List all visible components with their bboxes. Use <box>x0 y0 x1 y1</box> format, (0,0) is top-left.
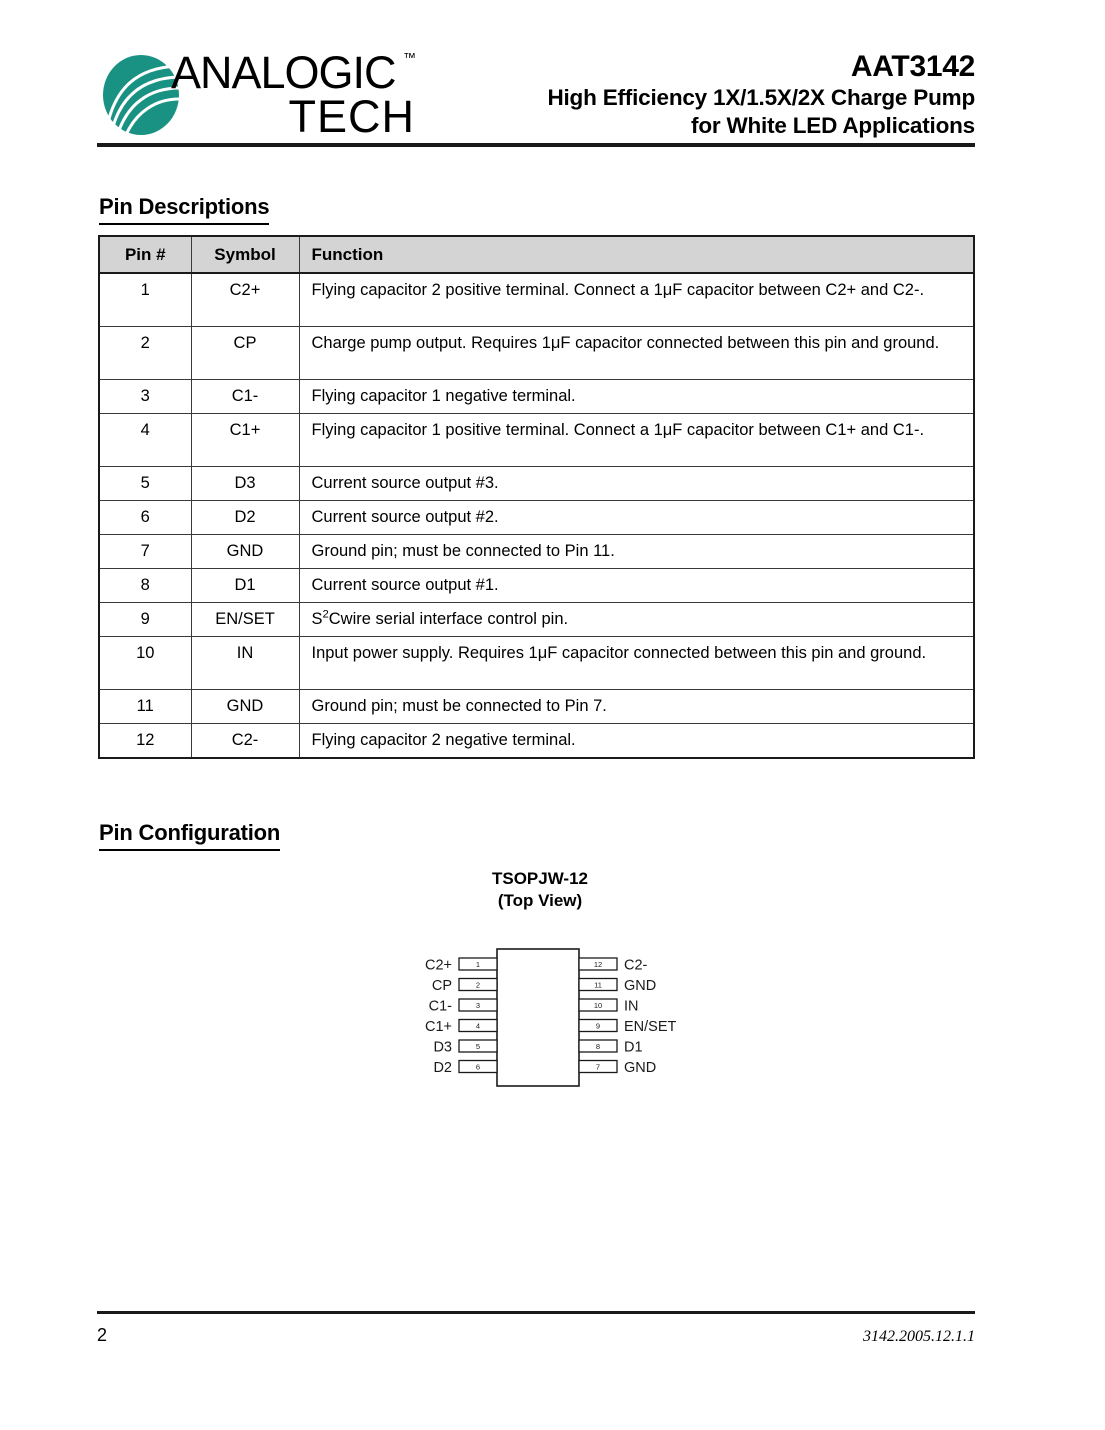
cell-function: Current source output #1. <box>299 569 974 603</box>
cell-symbol: C2- <box>191 724 299 759</box>
header-divider <box>97 143 975 147</box>
pin-label-left: CP <box>431 978 452 994</box>
pin-label-right: GND <box>624 978 657 994</box>
cell-function: Ground pin; must be connected to Pin 11. <box>299 535 974 569</box>
cell-symbol: GND <box>191 690 299 724</box>
pin-lead-number-left: 3 <box>475 1001 481 1010</box>
cell-symbol: D1 <box>191 569 299 603</box>
table-row <box>99 467 974 501</box>
package-caption <box>420 868 660 912</box>
table-row <box>99 414 974 467</box>
pin-label-left: C1+ <box>424 1019 452 1035</box>
column-header-function: Function <box>299 236 974 273</box>
pin-label-right: IN <box>624 998 639 1015</box>
cell-symbol: GND <box>191 535 299 569</box>
cell-pin-number: 7 <box>99 535 191 569</box>
pin-lead-number-left: 2 <box>475 980 481 990</box>
pin-lead-number-right: 9 <box>595 1021 601 1031</box>
pin-label-right: EN/SET <box>624 1019 677 1035</box>
cell-pin-number: 9 <box>99 603 191 637</box>
cell-function: $S^2Cwire$ serial interface control pin. <box>299 603 974 637</box>
pin-lead-number-left: 1 <box>475 960 481 969</box>
pin-label-left: C2+ <box>424 957 452 974</box>
pin-label-left: D3 <box>433 1039 452 1056</box>
table-row <box>99 690 974 724</box>
pin-descriptions-heading: Pin Descriptions <box>99 194 269 225</box>
company-logo <box>97 38 417 142</box>
product-title-line-2: for White LED Applications <box>691 113 975 138</box>
document-title-block <box>417 38 975 140</box>
product-title-line-1: High Efficiency 1X/1.5X/2X Charge Pump <box>547 85 975 110</box>
package-body <box>497 949 579 1086</box>
cell-function: Current source output #3. <box>299 467 974 501</box>
cell-symbol: D3 <box>191 467 299 501</box>
table-row <box>99 535 974 569</box>
cell-function: Flying capacitor 2 positive terminal. Connect a 1μF capacitor between C2+ and C2-. <box>299 273 974 327</box>
table-row <box>99 273 974 327</box>
column-header-pin: Pin # <box>99 236 191 273</box>
table-header-row <box>99 236 974 273</box>
logo-wordmark-analogic: ANALOGIC <box>171 47 396 98</box>
footer-divider <box>97 1311 975 1314</box>
cell-pin-number: 2 <box>99 327 191 380</box>
part-number: AAT3142 <box>850 50 975 83</box>
table-row <box>99 501 974 535</box>
cell-function: Flying capacitor 1 negative terminal. <box>299 380 974 414</box>
cell-function: Flying capacitor 1 positive terminal. Connect a 1μF capacitor between C1+ and C1-. <box>299 414 974 467</box>
cell-function: Ground pin; must be connected to Pin 7. <box>299 690 974 724</box>
table-row <box>99 569 974 603</box>
pin-lead-number-right: 10 <box>593 1001 603 1010</box>
logo-wordmark-tech: TECH <box>288 91 415 142</box>
pin-descriptions-table <box>98 235 975 759</box>
page-header <box>97 38 975 142</box>
cell-pin-number: 4 <box>99 414 191 467</box>
document-id: 3142.2005.12.1.1 <box>863 1328 975 1345</box>
cell-pin-number: 10 <box>99 637 191 690</box>
cell-function: Flying capacitor 2 negative terminal. <box>299 724 974 759</box>
cell-function: Current source output #2. <box>299 501 974 535</box>
logo-wordmark <box>171 47 417 142</box>
cell-symbol: C2+ <box>191 273 299 327</box>
pin-lead-number-right: 7 <box>595 1062 601 1072</box>
cell-pin-number: 12 <box>99 724 191 759</box>
cell-pin-number: 11 <box>99 690 191 724</box>
table-row <box>99 603 974 637</box>
cell-symbol: EN/SET <box>191 603 299 637</box>
column-header-symbol: Symbol <box>191 236 299 273</box>
pin-label-right: C2- <box>624 957 648 974</box>
cell-pin-number: 3 <box>99 380 191 414</box>
pin-lead-number-right: 12 <box>593 960 603 969</box>
cell-function: Charge pump output. Requires 1μF capacitor connected between this pin and ground. <box>299 327 974 380</box>
page-number: 2 <box>97 1325 108 1345</box>
trademark-symbol: ™ <box>403 50 416 65</box>
cell-function: Input power supply. Requires 1μF capacitor connected between this pin and ground. <box>299 637 974 690</box>
pin-label-right: D1 <box>624 1039 643 1056</box>
cell-pin-number: 8 <box>99 569 191 603</box>
package-view-label: (Top View) <box>497 891 583 910</box>
cell-symbol: C1+ <box>191 414 299 467</box>
pin-label-left: D2 <box>433 1060 452 1076</box>
package-pinout-diagram <box>405 945 705 1090</box>
package-name: TSOPJW-12 <box>491 869 588 888</box>
pin-label-right: GND <box>624 1060 657 1076</box>
analogic-globe-icon <box>101 54 181 136</box>
cell-pin-number: 5 <box>99 467 191 501</box>
pin-label-left: C1- <box>428 998 452 1015</box>
pin-lead-number-right: 8 <box>595 1042 601 1051</box>
page-footer <box>97 1325 975 1346</box>
table-row <box>99 327 974 380</box>
table-row <box>99 724 974 759</box>
cell-symbol: IN <box>191 637 299 690</box>
table-row <box>99 637 974 690</box>
cell-symbol: CP <box>191 327 299 380</box>
pin-lead-number-left: 4 <box>475 1021 481 1031</box>
pin-configuration-heading: Pin Configuration <box>99 820 280 851</box>
cell-symbol: C1- <box>191 380 299 414</box>
cell-symbol: D2 <box>191 501 299 535</box>
pin-lead-number-left: 5 <box>475 1042 481 1051</box>
cell-pin-number: 1 <box>99 273 191 327</box>
table-row <box>99 380 974 414</box>
cell-pin-number: 6 <box>99 501 191 535</box>
pin-lead-number-left: 6 <box>475 1062 481 1072</box>
pin-lead-number-right: 11 <box>594 980 602 990</box>
